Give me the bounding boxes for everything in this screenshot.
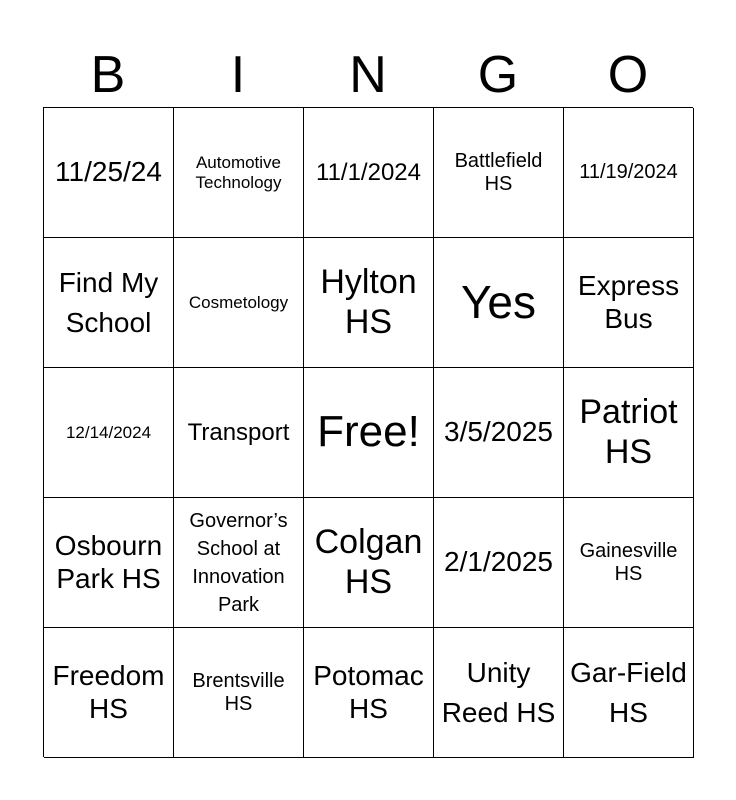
bingo-cell[interactable]: Patriot HS [564, 368, 694, 498]
bingo-cell[interactable]: Osbourn Park HS [44, 498, 174, 628]
bingo-cell[interactable]: Gainesville HS [564, 498, 694, 628]
bingo-cell[interactable]: 11/19/2024 [564, 108, 694, 238]
bingo-cell[interactable]: Hylton HS [304, 238, 434, 368]
bingo-board [43, 107, 693, 757]
bingo-cell[interactable]: Express Bus [564, 238, 694, 368]
bingo-cell[interactable]: Cosmetology [174, 238, 304, 368]
bingo-cell[interactable]: Automotive Technology [174, 108, 304, 238]
header-letter-o: O [607, 46, 649, 104]
bingo-cell[interactable]: 12/14/2024 [44, 368, 174, 498]
bingo-cell[interactable]: 2/1/2025 [434, 498, 564, 628]
bingo-cell[interactable]: 11/25/24 [44, 108, 174, 238]
bingo-cell[interactable]: Potomac HS [304, 628, 434, 758]
header-letter-b: B [90, 46, 126, 104]
header-letter-g: G [477, 46, 519, 104]
bingo-header [43, 44, 693, 106]
bingo-cell[interactable]: 3/5/2025 [434, 368, 564, 498]
bingo-cell[interactable]: Brentsville HS [174, 628, 304, 758]
bingo-cell[interactable]: Yes [434, 238, 564, 368]
bingo-cell[interactable]: Find My School [44, 238, 174, 368]
bingo-cell[interactable]: Unity Reed HS [434, 628, 564, 758]
bingo-cell[interactable]: Gar-Field HS [564, 628, 694, 758]
bingo-cell[interactable]: Governor’s School at Innovation Park [174, 498, 304, 628]
bingo-cell[interactable]: Freedom HS [44, 628, 174, 758]
bingo-cell[interactable]: 11/1/2024 [304, 108, 434, 238]
header-letter-n: N [349, 46, 387, 104]
header-letter-i: I [230, 46, 246, 104]
bingo-cell[interactable]: Colgan HS [304, 498, 434, 628]
bingo-cell[interactable]: Battlefield HS [434, 108, 564, 238]
bingo-cell[interactable]: Transport [174, 368, 304, 498]
free-space-cell[interactable]: Free! [304, 368, 434, 498]
